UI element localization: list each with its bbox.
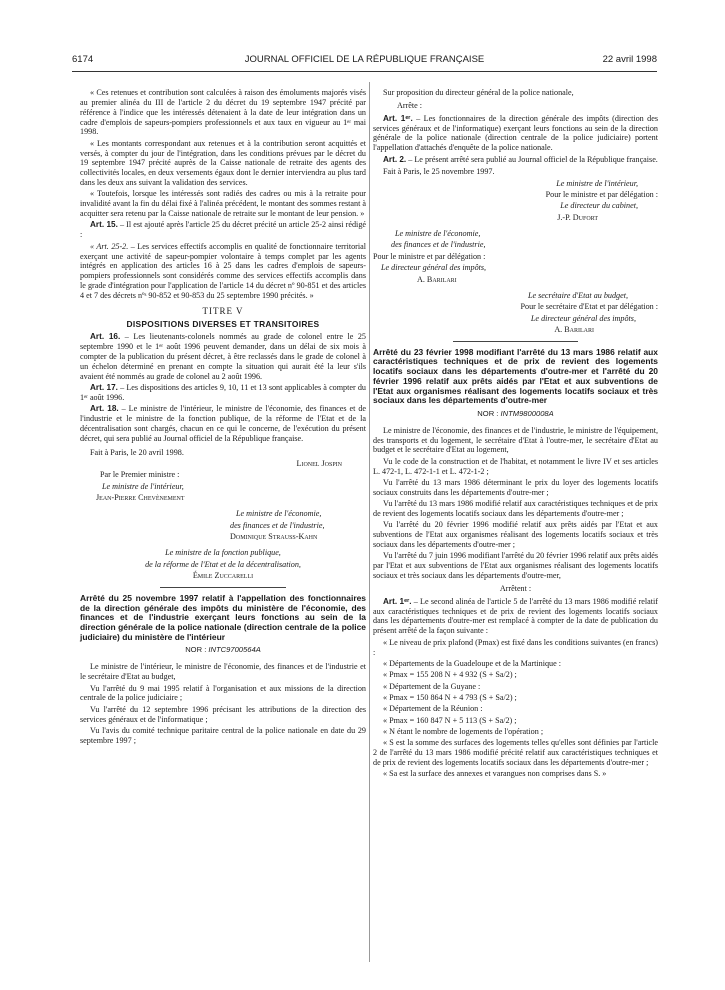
- article-label: Art. 1ᵉʳ.: [383, 113, 413, 123]
- separator-rule: [453, 341, 578, 342]
- section-heading: DISPOSITIONS DIVERSES ET TRANSITOIRES: [126, 318, 320, 329]
- nor-label: NOR :: [185, 645, 209, 655]
- titre-heading: TITRE V: [202, 305, 244, 316]
- signature-date: Fait à Paris, le 20 avril 1998.: [90, 447, 184, 457]
- paragraph: Le ministre de l'économie, des finances et de l'industrie, le ministre de l'équipement, des transports et du logement, le secrétaire d'Etat à l'outre-mer, le secrétaire d'Etat au budget et le secrétaire d'Etat au logement,: [373, 425, 658, 455]
- paragraph: Sur proposition du directeur général de la police nationale,: [383, 88, 574, 97]
- signatory-name: Dominique Strauss-Kahn: [230, 532, 318, 542]
- article-25-2: [80, 242, 366, 301]
- nor-reference: [80, 645, 366, 655]
- separator-rule: [160, 587, 286, 588]
- paragraph: Le ministre de l'intérieur, le ministre de l'économie, des finances et de l'industrie et le secrétaire d'Etat au budget,: [80, 662, 366, 682]
- signatory-name: A. Barilari: [554, 324, 594, 334]
- paragraph: « Département de la Réunion :: [383, 704, 483, 714]
- journal-title: JOURNAL OFFICIEL DE LA RÉPUBLIQUE FRANÇAISE: [244, 54, 485, 65]
- left-column: [80, 88, 366, 747]
- decree-title: Arrêté du 23 février 1998 modifiant l'arrêté du 13 mars 1986 relatif aux caractéristiques techniques et de prix de revient des logements locatifs sociaux dans les départements d'outre-mer et l'arrêté du 20 février 1996 relatif aux prêts aidés par l'Etat et aux subventions de l'Etat aux organismes réalisant des logements locatifs sociaux et très sociaux dans les départements d'outre-mer: [373, 346, 658, 406]
- article-text: – Les fonctionnaires de la direction générale des impôts (direction des services généraux et de l'informatique) exerçant leurs fonctions au sein de la direction générale de la police nationale (direction centrale de la police judiciaire) portent l'appellation d'attachés d'enquête de la police nationale.: [373, 113, 658, 153]
- signature-title: Le ministre de l'intérieur,: [556, 178, 638, 188]
- paragraph: Vu le code de la construction et de l'habitat, et notamment le livre IV et ses articles L. 472-1, L. 472-1-1 et L. 472-1-2 ;: [373, 456, 658, 476]
- paragraph: Vu l'arrêté du 20 février 1996 modifié relatif aux prêts aidés par l'Etat et aux subventions de l'Etat aux organismes réalisant des logements locatifs sociaux et très sociaux dans les départements d'outre-mer ;: [373, 520, 658, 550]
- paragraph: Vu l'arrêté du 7 juin 1996 modifiant l'arrêté du 20 février 1996 relatif aux prêts aidés par l'Etat et aux subventions de l'Etat aux organismes réalisant des logements locatifs sociaux et très sociaux dans les départements d'outre-mer,: [373, 551, 658, 581]
- nor-reference: [373, 409, 658, 419]
- paragraph: « Les montants correspondant aux retenues et à la contribution seront acquittés et versés, à compter du jour de l'intégration, dans les conditions prévues par le décret du 19 septembre 1947 précité auprès de la Caisse nationale de retraite des agents des collectivités locales, en deux versements égaux dont le dernier interviendra au plus tard dans les deux ans suivant la validation des services.: [80, 138, 366, 188]
- paragraph: Vu l'avis du comité technique paritaire central de la police nationale en date du 29 septembre 1997 ;: [80, 725, 366, 745]
- nor-label: NOR :: [477, 408, 501, 418]
- article-15: [80, 220, 366, 240]
- paragraph: « Le niveau de prix plafond (Pmax) est fixé dans les conditions suivantes (en francs) :: [373, 637, 658, 657]
- signature-title: Le ministre de l'économie,: [395, 229, 481, 239]
- article-text: – Le second alinéa de l'article 5 de l'arrêté du 13 mars 1986 modifié relatif aux caractéristiques techniques et de prix de revient des logements locatifs sociaux dans les départements d'outre-mer est remplacé à compter de la date de publication du présent arrêté de la façon suivante :: [373, 596, 658, 636]
- right-column: [373, 88, 658, 781]
- signature-line: Pour le secrétaire d'Etat et par délégation :: [520, 302, 658, 312]
- issue-date: 22 avril 1998: [602, 54, 657, 65]
- signature-line: Pour le ministre et par délégation :: [545, 190, 658, 200]
- article-18: [80, 404, 366, 443]
- paragraph: « Ces retenues et contribution sont calculées à raison des émoluments majorés visés au premier alinéa du III de l'article 2 du décret du 19 septembre 1947 précité par référence à l'indice que les intéressés détenaient à la date de leur intégration dans un cadre d'emplois de sapeurs-pompiers professionnels et aux taux en vigueur au 1ᵉʳ mai 1998.: [80, 88, 366, 137]
- signatory-name: A. Barilari: [417, 274, 457, 284]
- paragraph: « Département de la Guyane :: [383, 681, 481, 691]
- nor-code: INTC9700564A: [208, 645, 261, 655]
- signature-line: Pour le ministre et par délégation :: [373, 251, 486, 261]
- page-header: [72, 54, 657, 68]
- signatory-name: Émile Zuccarelli: [192, 571, 254, 581]
- signature-title: Le directeur du cabinet,: [560, 201, 638, 211]
- article-label: « Art. 25-2.: [90, 241, 129, 251]
- article-1: [373, 114, 658, 153]
- article-label: Art. 16.: [90, 332, 121, 342]
- formula: « Pmax = 160 847 N + 5 113 (S + Sa/2) ;: [383, 715, 517, 725]
- paragraph: « N étant le nombre de logements de l'opération ;: [383, 726, 544, 736]
- article-text: – Le ministre de l'intérieur, le ministre de l'économie, des finances et de l'industrie et le ministre de la fonction publique, de la réforme de l'Etat et de la décentralisation sont chargés, chacun en ce qui le concerne, de l'exécution du présent décret, qui sera publié au Journal officiel de la République française.: [80, 404, 366, 443]
- paragraph: « Départements de la Guadeloupe et de la Martinique :: [383, 658, 562, 668]
- page-number: 6174: [72, 54, 94, 65]
- signature-title: de la réforme de l'Etat et de la décentralisation,: [145, 559, 301, 569]
- article-text: – Il est ajouté après l'article 25 du décret précité un article 25-2 ainsi rédigé :: [80, 220, 366, 240]
- paragraph: Vu l'arrêté du 9 mai 1995 relatif à l'organisation et aux missions de la direction centrale de la police judiciaire ;: [80, 683, 366, 703]
- paragraph: « Toutefois, lorsque les intéressés sont radiés des cadres ou mis à la retraite pour invalidité avant la fin du délai fixé à l'alinéa précédent, le montant des sommes restant à acquitter sera retenu par la Caisse nationale de retraite sur le montant de leur pension. »: [80, 189, 366, 219]
- article-label: Art. 15.: [90, 220, 118, 230]
- article-text: – Les lieutenants-colonels nommés au grade de colonel entre le 25 septembre 1990 et le 1ᵉʳ août 1996 peuvent demander, dans un délai de six mois à compter de la publication du présent décret, à être reclassés dans le grade de colonel à un échelon déterminé en prenant en compte la situation qui aurait été la leur s'ils avaient été nommés au grade de colonel au 2 août 1996.: [80, 332, 366, 381]
- article-2: [373, 155, 658, 165]
- article-1: [373, 597, 658, 636]
- paragraph: « Sa est la surface des annexes et varangues non comprises dans S. »: [383, 769, 607, 779]
- column-divider: [369, 82, 370, 962]
- signature-title: Le directeur général des impôts,: [530, 313, 636, 323]
- arrete-heading: Arrête :: [397, 100, 423, 110]
- signatory-name: J.-P. Dufort: [557, 212, 598, 222]
- formula: « Pmax = 155 208 N + 4 932 (S + Sa/2) ;: [383, 670, 517, 680]
- signature-title: Le directeur général des impôts,: [381, 263, 487, 273]
- formula: « Pmax = 150 864 N + 4 793 (S + Sa/2) ;: [383, 692, 517, 702]
- article-label: Art. 1ᵉʳ.: [383, 596, 412, 606]
- article-16: [80, 332, 366, 381]
- arrete-heading: Arrêtent :: [499, 583, 532, 593]
- signature-title: Le ministre de la fonction publique,: [165, 548, 281, 558]
- paragraph: Vu l'arrêté du 13 mars 1986 modifié relatif aux caractéristiques techniques et de prix de revient des logements locatifs sociaux dans les départements d'outre-mer ;: [373, 499, 658, 519]
- article-text: – Le présent arrêté sera publié au Journal officiel de la République française.: [406, 154, 658, 164]
- signatory-name: Jean-Pierre Chevènement: [96, 493, 185, 503]
- paragraph: Vu l'arrêté du 12 septembre 1996 précisant les attributions de la direction des services généraux et de l'informatique ;: [80, 704, 366, 724]
- article-text: – Les dispositions des articles 9, 10, 11 et 13 sont applicables à compter du 1ᵉʳ août 1996.: [80, 383, 366, 402]
- header-rule: [72, 71, 657, 72]
- article-label: Art. 2.: [383, 154, 407, 164]
- nor-code: INTM9800008A: [500, 408, 554, 418]
- signature-title: Le ministre de l'économie,: [236, 509, 322, 519]
- article-17: [80, 383, 366, 403]
- signature-date: Fait à Paris, le 25 novembre 1997.: [383, 167, 495, 177]
- paragraph: « S est la somme des surfaces des logements telles qu'elles sont définies par l'article 2 de l'arrêté du 13 mars 1986 modifié précité relatif aux caractéristiques techniques et de prix de revient des logements locatifs sociaux dans les départements d'outre-mer ;: [373, 738, 658, 767]
- signature-line: Par le Premier ministre :: [100, 470, 180, 480]
- signature-title: Le ministre de l'intérieur,: [102, 481, 184, 491]
- signatory-name: Lionel Jospin: [296, 459, 342, 469]
- article-label: Art. 17.: [90, 383, 118, 393]
- signature-title: des finances et de l'industrie,: [230, 520, 325, 530]
- signature-title: Le secrétaire d'Etat au budget,: [527, 290, 628, 300]
- article-label: Art. 18.: [90, 404, 119, 414]
- signature-title: des finances et de l'industrie,: [391, 240, 486, 250]
- article-text: – Les services effectifs accomplis en qualité de fonctionnaire territorial exerçant une activité de sapeur-pompier volontaire à temps complet par les agents intégrés en application des articles 16 à 25 dans les cadres d'emplois de sapeurs-pompiers professionnels sont considérés comme des services effectifs accomplis dans le grade d'intégration pour l'application de l'article 14 du décret nº 90-851 et des articles 4 et 7 des décrets nºˢ 90-852 et 90-853 du 25 septembre 1990 précités. »: [80, 241, 366, 300]
- paragraph: Vu l'arrêté du 13 mars 1986 déterminant le prix du loyer des logements locatifs sociaux construits dans les départements d'outre-mer ;: [373, 478, 658, 497]
- decree-title: Arrêté du 25 novembre 1997 relatif à l'appellation des fonctionnaires de la direction générale des impôts du ministère de l'économie, des finances et de l'industrie exerçant leurs fonctions au sein de la direction générale de la police nationale (direction centrale de la police judiciaire) du ministère de l'intérieur: [80, 592, 366, 642]
